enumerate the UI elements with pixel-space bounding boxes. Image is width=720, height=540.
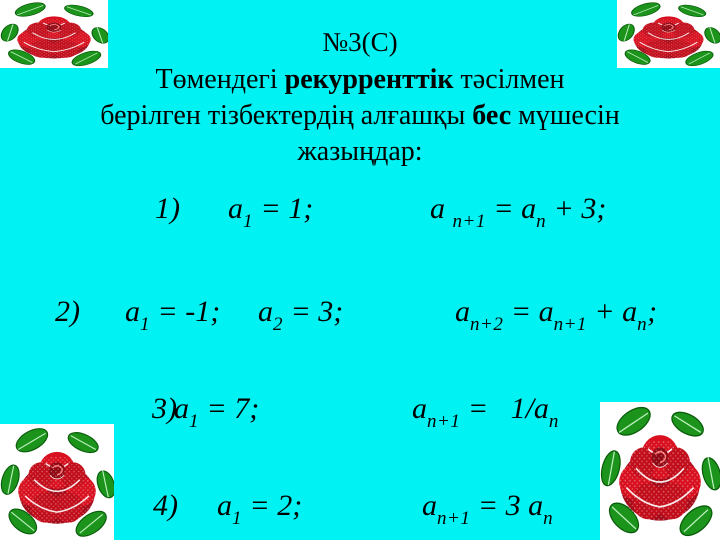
formula-row-2 — [0, 293, 720, 339]
task-text-line-2: берілген тізбектердің алғашқы бес мүшесін — [100, 100, 620, 131]
formula-4-initial-term: $a_1 = 2$; — [217, 489, 303, 529]
formula-1-label: 1) — [155, 192, 180, 225]
formula-row-1 — [0, 190, 720, 236]
formula-1-recurrence: a $_{n+1} = a_n + 3$; — [430, 192, 607, 232]
formula-3-label: 3) — [152, 392, 177, 425]
formula-2-initial-term-1: $a_1 = -1$; — [125, 295, 221, 335]
formula-row-3 — [0, 390, 720, 436]
formula-row-4 — [0, 487, 720, 533]
task-text — [0, 62, 720, 170]
formula-2-recurrence: $a_{n+2} = a_{n+1} + a_n$; — [455, 295, 658, 335]
formula-4-label: 4) — [153, 489, 178, 522]
task-text-line-1: Төмендегі рекурренттік тәсілмен — [155, 64, 565, 95]
formula-2-label: 2) — [55, 295, 80, 328]
formula-2-initial-term-2: $a_2 = 3$; — [258, 295, 344, 335]
formula-4-recurrence: $a_{n+1} = 3$ $a_n$ — [422, 489, 554, 529]
formula-3-initial-term: $a_1 = 7$; — [174, 392, 260, 432]
formula-1-initial-term: $a_1 = 1$; — [228, 192, 314, 232]
formula-3-recurrence: $a_{n+1} = 1/a_n$ — [412, 392, 559, 432]
slide-title: №3(С) — [322, 27, 398, 57]
task-text-line-3: жазыңдар: — [297, 136, 423, 167]
